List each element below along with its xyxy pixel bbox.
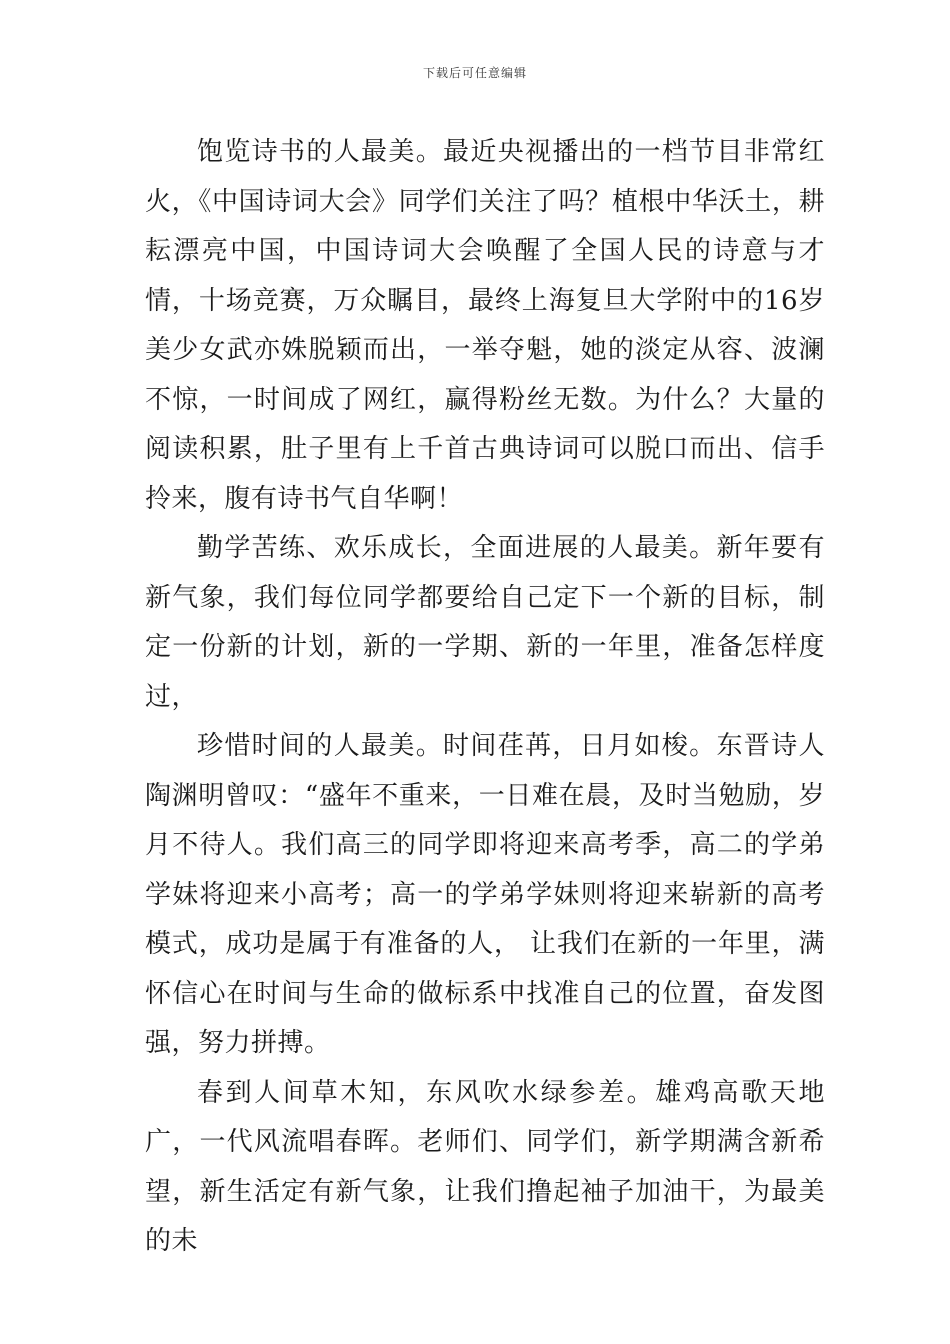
paragraph: 勤学苦练、欢乐成长，全面进展的人最美。新年要有新气象，我们每位同学都要给自己定下一个新的目标，制定一份新的计划，新的一学期、新的一年里，准备怎样度过， bbox=[145, 533, 825, 712]
paragraph: 饱览诗书的人最美。最近央视播出的一档节目非常红火，《中国诗词大会》同学们关注了吗？植根中华沃土，耕耘漂亮中国，中国诗词大会唤醒了全国人民的诗意与才情，十场竞赛，万众瞩目，最终上海复旦大学附中的16岁美少女武亦姝脱颖而出，一举夺魁，她的淡定从容、波澜不惊，一时间成了网红，赢得粉丝无数。为什么？大量的阅读积累，肚子里有上千首古典诗词可以脱口而出、信手拎来，腹有诗书气自华啊！ bbox=[145, 137, 825, 514]
document-body bbox=[145, 128, 825, 1267]
page-header: 下载后可任意编辑 bbox=[422, 66, 527, 80]
paragraph: 春到人间草木知，东风吹水绿参差。雄鸡高歌天地广，一代风流唱春晖。老师们、同学们，新学期满含新希望，新生活定有新气象，让我们撸起袖子加油干，为最美的未 bbox=[145, 1077, 825, 1256]
paragraph: 珍惜时间的人最美。时间荏苒，日月如梭。东晋诗人陶渊明曾叹：“盛年不重来，一日难在晨，及时当勉励，岁月不待人。我们高三的同学即将迎来高考季，高二的学弟学妹将迎来小高考；高一的学弟学妹则将迎来崭新的高考模式，成功是属于有准备的人， 让我们在新的一年里，满怀信心在时间与生命的做标系中找准自己的位置，奋发图强，努力拼搏。 bbox=[145, 731, 825, 1058]
